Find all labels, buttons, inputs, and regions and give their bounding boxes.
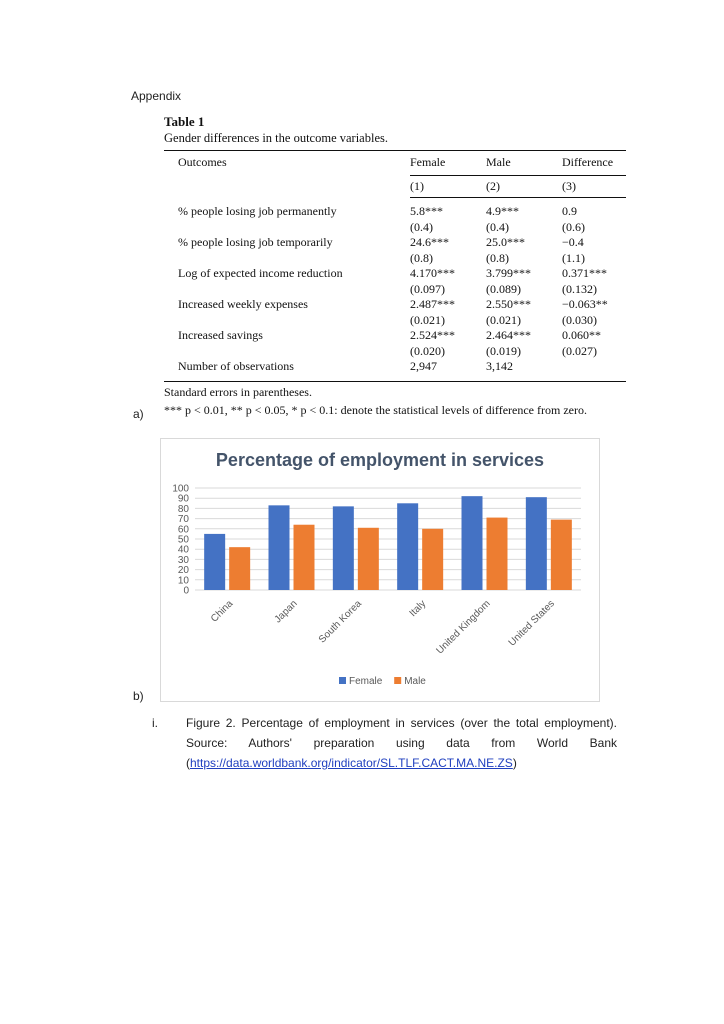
y-tick-label: 40 [177,544,189,556]
cell-difference: (0.027) [562,343,597,358]
y-tick-label: 10 [177,575,189,587]
cell-female: 2.487*** [410,297,455,311]
cell-female: (0.020) [410,343,445,358]
cell-male: (0.089) [486,281,521,296]
cell-male: 25.0*** [486,235,525,249]
cell-difference: −0.4 [562,235,584,249]
x-tick-label: Italy [407,598,429,620]
cell-difference [562,359,626,381]
list-marker: i. [152,716,158,730]
table-row [164,359,626,381]
appendix-heading: Appendix [131,89,182,103]
table-note-standard-errors: Standard errors in parentheses. [164,384,312,399]
table-row [164,266,626,282]
row-label: Increased savings [178,328,263,342]
cell-difference: (1.1) [562,250,585,265]
cell-difference: 0.371*** [562,266,607,280]
cell-female: (0.8) [410,250,433,265]
header-male: Male [486,151,562,176]
table-note-significance: *** p < 0.01, ** p < 0.05, * p < 0.1: denote the statistical levels of difference from zero. [164,403,587,417]
results-table-block [164,114,626,400]
cell-female: 4.170*** [410,266,455,280]
legend-swatch-female [339,677,346,684]
y-tick-label: 50 [177,534,189,546]
y-tick-label: 100 [172,483,189,495]
chart-canvas [161,439,599,701]
cell-difference: (0.030) [562,312,597,327]
cell-male: 3.799*** [486,266,531,280]
figure-caption [186,713,617,773]
bar-female-japan [269,505,290,590]
cell-female: 5.8*** [410,204,443,218]
x-tick-label: China [209,598,236,625]
cell-male: (0.4) [486,219,509,234]
table-row [164,344,626,360]
y-tick-label: 30 [177,554,189,566]
table-title: Table 1 [164,114,205,129]
cell-female: 24.6*** [410,235,449,249]
bar-male-china [229,547,250,590]
bar-male-italy [422,529,443,590]
cell-difference: −0.063** [562,297,608,311]
row-label [164,220,410,236]
row-label: Increased weekly expenses [178,297,308,311]
table-row [164,235,626,251]
cell-male: 2.464*** [486,328,531,342]
table-row [164,282,626,298]
cell-difference: (0.132) [562,281,597,296]
cell-female: (0.4) [410,219,433,234]
table-row [164,313,626,329]
y-tick-label: 20 [177,565,189,577]
cell-difference: 0.060** [562,328,601,342]
legend-swatch-male [394,677,401,684]
chart-title: Percentage of employment in services [215,450,545,470]
column-number-male: (2) [486,175,562,198]
x-tick-label: United States [506,598,557,649]
cell-male: (0.021) [486,312,521,327]
panel-b-label: b) [133,689,144,703]
row-label: Number of observations [164,359,410,381]
row-label: % people losing job permanently [178,203,337,218]
row-label [164,313,410,329]
y-tick-label: 60 [177,524,189,536]
services-employment-chart [160,438,600,702]
table-column-number-row [164,175,626,198]
bar-male-united-kingdom [487,518,508,590]
cell-male: 3,142 [486,359,562,381]
legend-label-female: Female [349,676,383,687]
row-label: Log of expected income reduction [178,266,343,280]
y-tick-label: 80 [177,503,189,515]
cell-female: 2.524*** [410,328,455,342]
cell-female: (0.097) [410,281,445,296]
row-label [164,251,410,267]
bar-male-japan [294,525,315,590]
cell-female: 2,947 [410,359,486,381]
table-row [164,297,626,313]
table-row [164,198,626,220]
table-row [164,251,626,267]
x-tick-label: United Kingdom [434,598,493,657]
figure-caption-source: Source: Authors' preparation using data from World Bank [186,736,617,750]
cell-male: 4.9*** [486,204,519,218]
table-row [164,328,626,344]
y-tick-label: 0 [183,585,189,597]
row-label [164,344,410,360]
cell-difference: 0.9 [562,204,577,218]
header-difference: Difference [562,151,626,176]
legend-label-male: Male [404,676,426,687]
x-tick-label: South Korea [316,598,364,646]
figure-caption-link-line: (https://data.worldbank.org/indicator/SL.TLF.CACT.MA.NE.ZS) [186,756,517,770]
panel-a-label: a) [133,407,144,421]
worldbank-link[interactable]: https://data.worldbank.org/indicator/SL.TLF.CACT.MA.NE.ZS [190,756,513,770]
bar-female-south-korea [333,506,354,590]
table-header-row [164,151,626,176]
column-number-difference: (3) [562,175,626,198]
table-notes [164,385,626,400]
bar-male-south-korea [358,528,379,590]
bar-female-united-kingdom [462,496,483,590]
x-tick-label: Japan [272,598,300,626]
header-outcomes: Outcomes [164,151,410,176]
bar-male-united-states [551,520,572,590]
row-label: % people losing job temporarily [178,235,333,249]
row-label [164,282,410,298]
header-female: Female [410,151,486,176]
cell-male: 2.550*** [486,297,531,311]
results-table [164,150,626,382]
table-row [164,220,626,236]
y-tick-label: 90 [177,493,189,505]
cell-female: (0.021) [410,312,445,327]
cell-difference: (0.6) [562,219,585,234]
table-caption: Gender differences in the outcome variables. [164,131,388,145]
bar-female-china [204,534,225,590]
y-tick-label: 70 [177,514,189,526]
figure-caption-title: Figure 2. Percentage of employment in services (over the total employment). [186,716,617,730]
cell-male: (0.019) [486,343,521,358]
bar-female-italy [397,503,418,590]
cell-male: (0.8) [486,250,509,265]
column-number-female: (1) [410,175,486,198]
bar-female-united-states [526,497,547,590]
